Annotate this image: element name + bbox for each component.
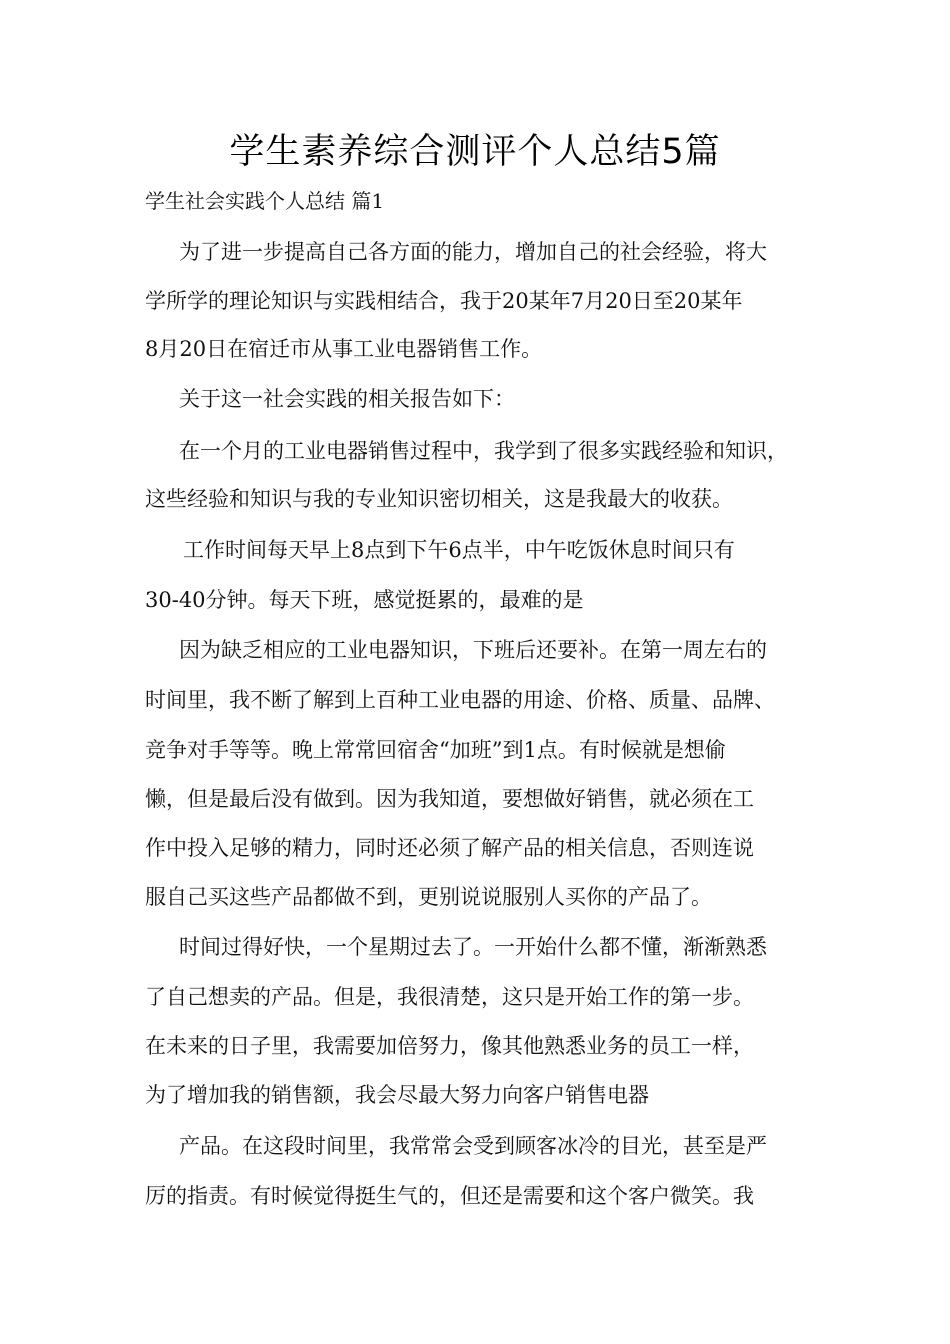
- paragraph-line: 在未来的日子里，我需要加倍努力，像其他熟悉业务的员工一样，: [145, 1034, 754, 1058]
- paragraph-line: 厉的指责。有时候觉得挺生气的，但还是需要和这个客户微笑。我: [145, 1184, 754, 1208]
- paragraph-line: 关于这一社会实践的相关报告如下：: [179, 387, 515, 411]
- document-title: 学生素养综合测评个人总结5篇: [229, 132, 721, 172]
- paragraph-line: 在一个月的工业电器销售过程中，我学到了很多实践经验和知识，: [179, 439, 788, 463]
- paragraph-line: 为了增加我的销售额，我会尽最大努力向客户销售电器: [145, 1083, 649, 1107]
- paragraph-line: 时间过得好快，一个星期过去了。一开始什么都不懂，渐渐熟悉: [179, 935, 767, 959]
- paragraph-line: 这些经验和知识与我的专业知识密切相关，这是我最大的收获。: [145, 487, 733, 511]
- paragraph-line: 懒，但是最后没有做到。因为我知道，要想做好销售，就必须在工: [145, 787, 754, 811]
- section-heading: 学生社会实践个人总结 篇1: [145, 189, 385, 213]
- paragraph-line: 为了进一步提高自己各方面的能力，增加自己的社会经验，将大: [179, 240, 767, 264]
- paragraph-line: 时间里，我不断了解到上百种工业电器的用途、价格、质量、品牌、: [145, 688, 775, 712]
- paragraph-line: 服自己买这些产品都做不到，更别说说服别人买你的产品了。: [145, 885, 712, 909]
- paragraph-line: 作中投入足够的精力，同时还必须了解产品的相关信息，否则连说: [145, 836, 754, 860]
- paragraph-line: 工作时间每天早上8点到下午6点半，中午吃饭休息时间只有: [183, 538, 735, 562]
- paragraph-line: 30-40分钟。每天下班，感觉挺累的，最难的是: [145, 588, 584, 612]
- paragraph-line: 产品。在这段时间里，我常常会受到顾客冰冷的目光，甚至是严: [179, 1134, 767, 1158]
- paragraph-line: 因为缺乏相应的工业电器知识，下班后还要补。在第一周左右的: [179, 638, 767, 662]
- paragraph-line: 竞争对手等等。晚上常常回宿舍“加班”到1点。有时候就是想偷: [145, 738, 726, 762]
- paragraph-line: 8月20日在宿迁市从事工业电器销售工作。: [145, 337, 543, 361]
- paragraph-line: 了自己想卖的产品。但是，我很清楚，这只是开始工作的第一步。: [145, 985, 754, 1009]
- paragraph-line: 学所学的理论知识与实践相结合，我于20某年7月20日至20某年: [145, 289, 743, 313]
